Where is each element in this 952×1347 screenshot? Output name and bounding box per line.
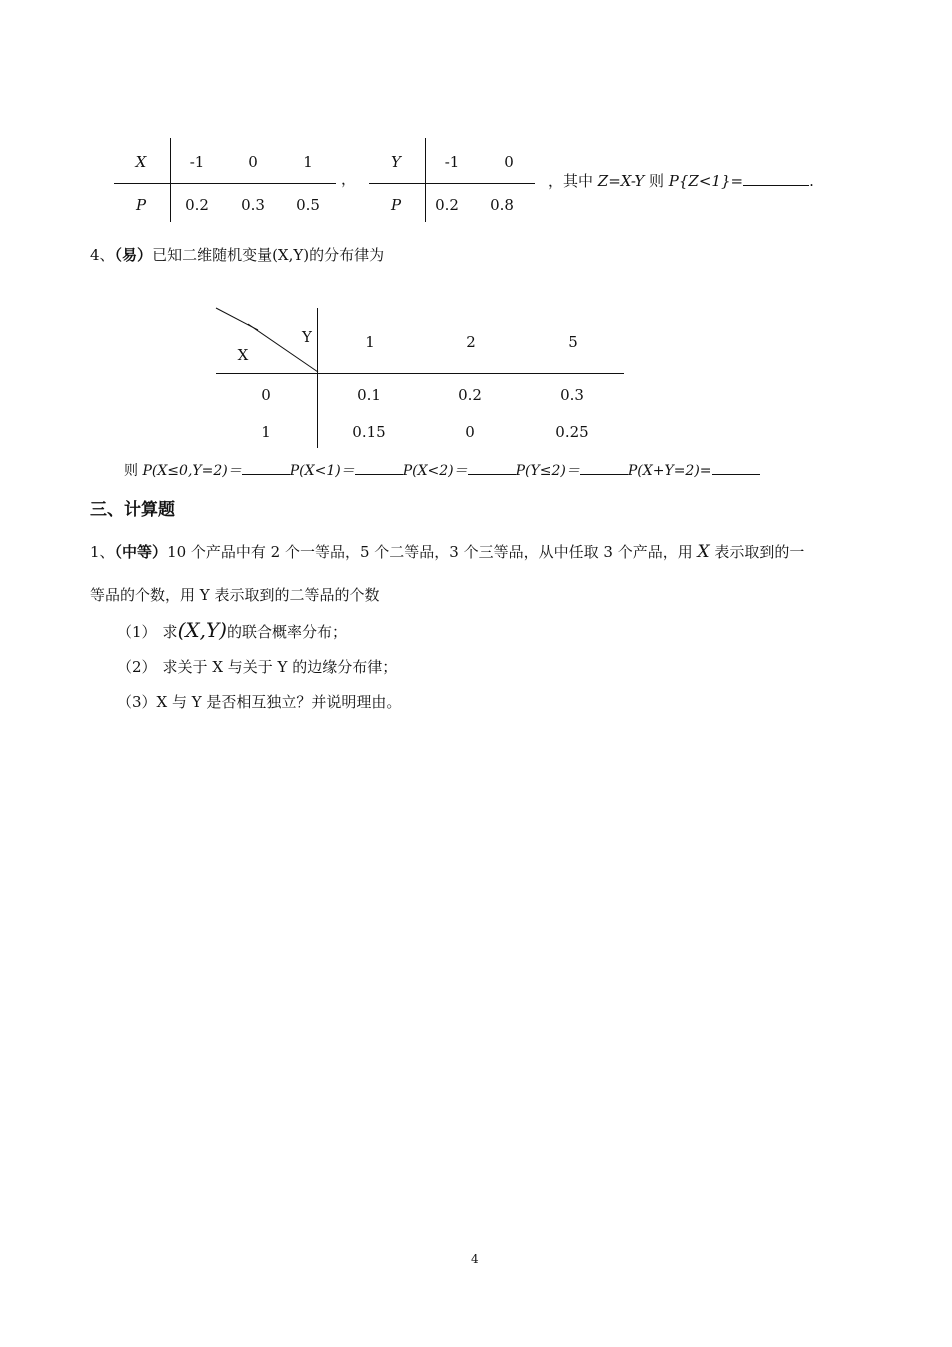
table-y-head-var: Y xyxy=(391,153,401,171)
table-x-divider xyxy=(170,138,171,222)
sub-question-number: （1） xyxy=(117,623,157,641)
table-x-value: -1 xyxy=(189,153,205,171)
table-x-head-var: X xyxy=(135,153,147,171)
joint-prob-cell: 0.3 xyxy=(560,386,584,404)
joint-prob-cell: 0.25 xyxy=(555,423,589,441)
section-heading: 三、计算题 xyxy=(90,500,175,520)
joint-prob-cell: 0.2 xyxy=(458,386,482,404)
sub-question-text: 的联合概率分布； xyxy=(226,623,347,641)
table-y-value: 0 xyxy=(504,153,514,171)
probability-expr: P(X<2)＝ xyxy=(402,463,468,479)
answer-blank[interactable] xyxy=(712,460,760,475)
sub-question-number: （2） xyxy=(117,658,157,676)
difficulty-label: （易） xyxy=(114,246,153,264)
math-expression: (X,Y) xyxy=(177,618,227,642)
probability-expr: P(X<1)＝ xyxy=(289,463,355,479)
question-text: 10 个产品中有 2 个一等品，5 个二等品，3 个三等品，从中任取 3 个产品，用 xyxy=(167,543,698,561)
table-x-value: 1 xyxy=(303,153,313,171)
math-variable: X xyxy=(697,542,710,562)
z-question-end: . xyxy=(809,172,814,190)
table-x-prob: 0.5 xyxy=(296,196,320,214)
table-x-prob-var: P xyxy=(135,196,147,214)
question-text: 已知二维随机变量(X,Y)的分布律为 xyxy=(152,246,385,264)
table-y-rule xyxy=(369,183,535,184)
question-1-line-1 xyxy=(90,541,804,562)
corner-x-label: X xyxy=(237,346,249,364)
joint-prob-cell: 0.15 xyxy=(352,423,386,441)
x-value-label: 1 xyxy=(261,423,271,441)
answer-prefix: 则 xyxy=(124,463,143,479)
table-y-value: -1 xyxy=(444,153,460,171)
probability-expr: P(X+Y=2)= xyxy=(627,463,712,479)
question-text: 表示取到的一 xyxy=(709,543,805,561)
y-value-header: 1 xyxy=(365,333,375,351)
answer-blank[interactable] xyxy=(743,171,809,186)
z-question xyxy=(548,170,814,191)
joint-prob-cell: 0.1 xyxy=(357,386,381,404)
answer-blank[interactable] xyxy=(242,460,290,475)
table-x-prob: 0.2 xyxy=(185,196,209,214)
answer-blank[interactable] xyxy=(580,460,628,475)
probability-expr: P(Y≤2)＝ xyxy=(515,463,580,479)
sub-question-number: （3） xyxy=(117,693,157,711)
table-x-rule xyxy=(114,183,336,184)
sub-question-2 xyxy=(117,656,397,677)
y-value-header: 5 xyxy=(568,333,578,351)
table-y-prob-var: P xyxy=(390,196,402,214)
sub-question-text: X 与 Y 是否相互独立？并说明理由。 xyxy=(156,693,402,711)
sub-question-3 xyxy=(117,691,401,712)
corner-y-label: Y xyxy=(302,328,312,346)
question-4 xyxy=(90,244,384,265)
page-number: 4 xyxy=(471,1252,479,1266)
difficulty-label: （中等） xyxy=(114,543,168,561)
z-definition: Z=X-Y xyxy=(597,172,645,190)
table-y-prob: 0.2 xyxy=(435,196,459,214)
table-y-divider xyxy=(425,138,426,222)
answer-blank[interactable] xyxy=(355,460,403,475)
separator-comma: ， xyxy=(341,170,357,188)
x-value-label: 0 xyxy=(261,386,271,404)
z-question-then: 则 xyxy=(644,172,669,190)
z-question-prefix: ，其中 xyxy=(548,172,598,190)
table-y-prob: 0.8 xyxy=(490,196,514,214)
question-1-line-2: 等品的个数，用 Y 表示取到的二等品的个数 xyxy=(90,586,380,604)
sub-question-text: 求 xyxy=(162,623,178,641)
y-value-header: 2 xyxy=(466,333,476,351)
joint-table-rule xyxy=(216,373,624,374)
table-x-prob: 0.3 xyxy=(241,196,265,214)
sub-question-1 xyxy=(117,618,347,642)
sub-question-text: 求关于 X 与关于 Y 的边缘分布律； xyxy=(162,658,398,676)
joint-prob-cell: 0 xyxy=(465,423,475,441)
answer-blank[interactable] xyxy=(468,460,516,475)
table-x-value: 0 xyxy=(248,153,258,171)
question-number: 1、 xyxy=(90,543,115,561)
z-probability-expr: P{Z<1}= xyxy=(668,172,744,190)
probability-expr: P(X≤0,Y=2)＝ xyxy=(142,463,242,479)
q4-answer-line xyxy=(124,460,760,480)
question-number: 4、 xyxy=(90,246,115,264)
